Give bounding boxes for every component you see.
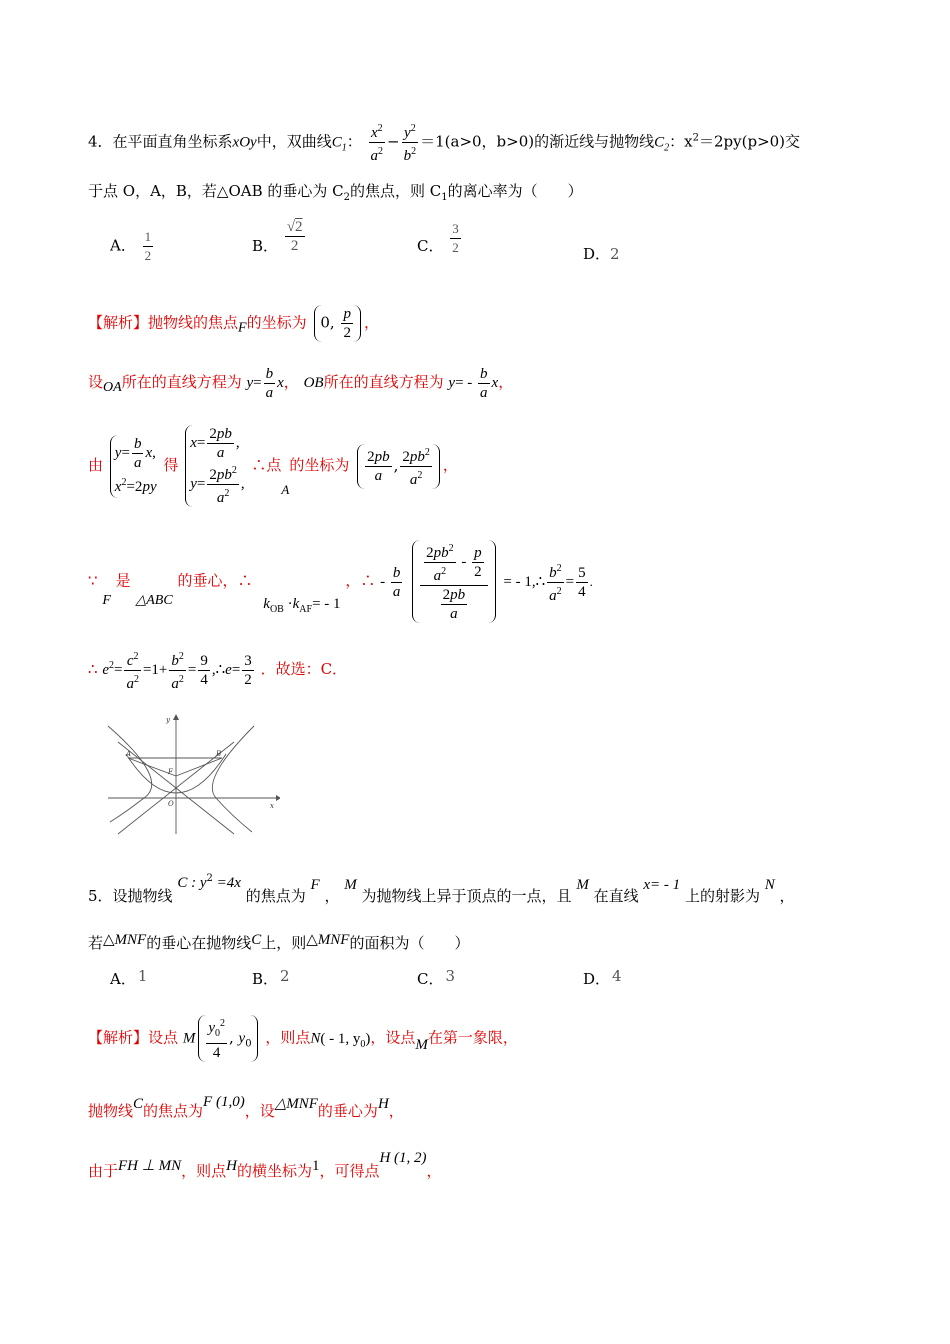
q4-line1: 4．在平面直角坐标系xOy中，双曲线$C_1$： $\frac{x^2}{a^2}$ − $\frac{y^2}{b^2}$ ＝1(a>0，b>0)的渐近线与抛物线$C_2$：$x^2=2py(p>0)$交 <box>88 120 800 165</box>
focus-coord: 0, $\frac{p}{2}$ <box>314 305 361 342</box>
q4-option-c[interactable]: C． $\frac{3}{2}$ <box>417 221 459 255</box>
frac-x2-a2: $\frac{x^2}{a^2}$ <box>369 120 386 165</box>
solution-brace: x= $\frac{2pb}{a}$ , y= $\frac{2pb^2}{a^2}$ , <box>185 425 244 507</box>
q4-sol-line1: 【解析】抛物线的焦点$_F$的坐标为 0, $\frac{p}{2}$ ， <box>88 306 379 341</box>
q4-sol-line2: 设$_{OA}$所在的直线方程为 y= $\frac{b}{a}$ x， OB所在的直线方程为 y= - $\frac{b}{a}$ x， <box>88 366 514 401</box>
q4-option-b-value: $\frac{√2}{2}$ <box>286 219 303 254</box>
q4-option-a-value: $\frac{1}{2}$ <box>144 229 152 263</box>
point-a-coord: $\frac{2pb}{a}$ , $\frac{2pb^2}{a^2}$ <box>357 444 440 489</box>
q4-sol-line4: ∵ $_F$ 是 $_{\triangle ABC}$ 的垂心，∴ $k_{OB} \cdot k_{AF}= - 1$ ，∴ - $\frac{b}{a}$ $\frac{2pb^2}{a^2}$ - $\frac{p}{2}$ $\frac{2pb}{a}$ = - 1,∴ $\frac{b^2}{a^2}$ = $\frac{5}{4}$ . <box>88 540 593 623</box>
q4-option-a[interactable]: A． $\frac{1}{2}$ <box>110 229 152 263</box>
q5-option-d[interactable]: D． 4 <box>583 967 622 988</box>
fig-label-x: x <box>270 802 274 810</box>
fig-label-b: B <box>216 750 222 758</box>
q5-sol-line1: 【解析】设点 M $\frac{y_0^2}{4}$ , $y_0$ ，则点N( - 1, $y_0$)，设点M在第一象限， <box>88 1015 518 1062</box>
fig-label-y: y <box>166 716 170 724</box>
q4-option-b[interactable]: B． $\frac{√2}{2}$ <box>252 219 303 255</box>
hyperbola-figure <box>104 712 280 838</box>
q5-sol-line2: 抛物线C的焦点为F (1,0)，设△MNF的垂心为H， <box>88 1094 404 1120</box>
q4-option-d[interactable]: D．2 <box>583 245 620 263</box>
q4-option-c-value: $\frac{3}{2}$ <box>452 221 459 255</box>
q4-line2: 于点 O，A，B，若△OAB 的垂心为 $C_2$的焦点，则 $C_1$的离心率为（ ） <box>88 182 583 203</box>
fig-label-a: A <box>126 750 132 758</box>
y-axis-arrow <box>173 714 179 720</box>
segment-bf <box>176 758 222 776</box>
q5-option-c[interactable]: C． 3 <box>417 967 456 988</box>
q4-sol-line5: ∴ $e^2=$ $\frac{c^2}{a^2}$ =1+ $\frac{b^2}{a^2}$ = $\frac{9}{4}$ ,∴e= $\frac{3}{2}$ ．故选：C． <box>88 648 347 693</box>
q5-option-b[interactable]: B． 2 <box>252 967 290 988</box>
slope-af: $\frac{2pb^2}{a^2}$ - $\frac{p}{2}$ $\frac{2pb}{a}$ <box>412 540 496 623</box>
q5-line1: 5．设抛物线 C : $y^2 =4x$ 的焦点为 F ， M 为抛物线上异于顶点的一点，且 M 在直线 x= - 1 上的射影为 N ， <box>88 873 795 905</box>
point-m-coord: $\frac{y_0^2}{4}$ , $y_0$ <box>198 1015 257 1062</box>
frac-y2-b2: $\frac{y^2}{b^2}$ <box>402 120 419 165</box>
hyperbola-left <box>108 726 152 822</box>
q5-line2: 若△MNF的垂心在抛物线C上，则△MNF的面积为（ ） <box>88 932 470 952</box>
fig-label-o: O <box>168 800 174 808</box>
q4-sol-line3: 由 y= $\frac{b}{a}$ x, $x^2=2py$ 得 x= $\frac{2pb}{a}$ , y= $\frac{2pb^2}{a^2}$ , ∴点$_A$的坐标为 $\frac{2pb}{a}$ , $\frac{2pb^2}{a^2}$ ， <box>88 426 458 506</box>
fig-label-f: F <box>168 768 173 776</box>
q5-sol-line3: 由于FH ⊥ MN，则点H的横坐标为1，可得点H (1, 2)， <box>88 1150 442 1180</box>
system-brace: y= $\frac{b}{a}$ x, $x^2=2py$ <box>110 435 157 498</box>
q5-option-a[interactable]: A． 1 <box>110 967 148 988</box>
x-axis-arrow <box>276 795 280 801</box>
hyperbola-right <box>212 726 254 832</box>
